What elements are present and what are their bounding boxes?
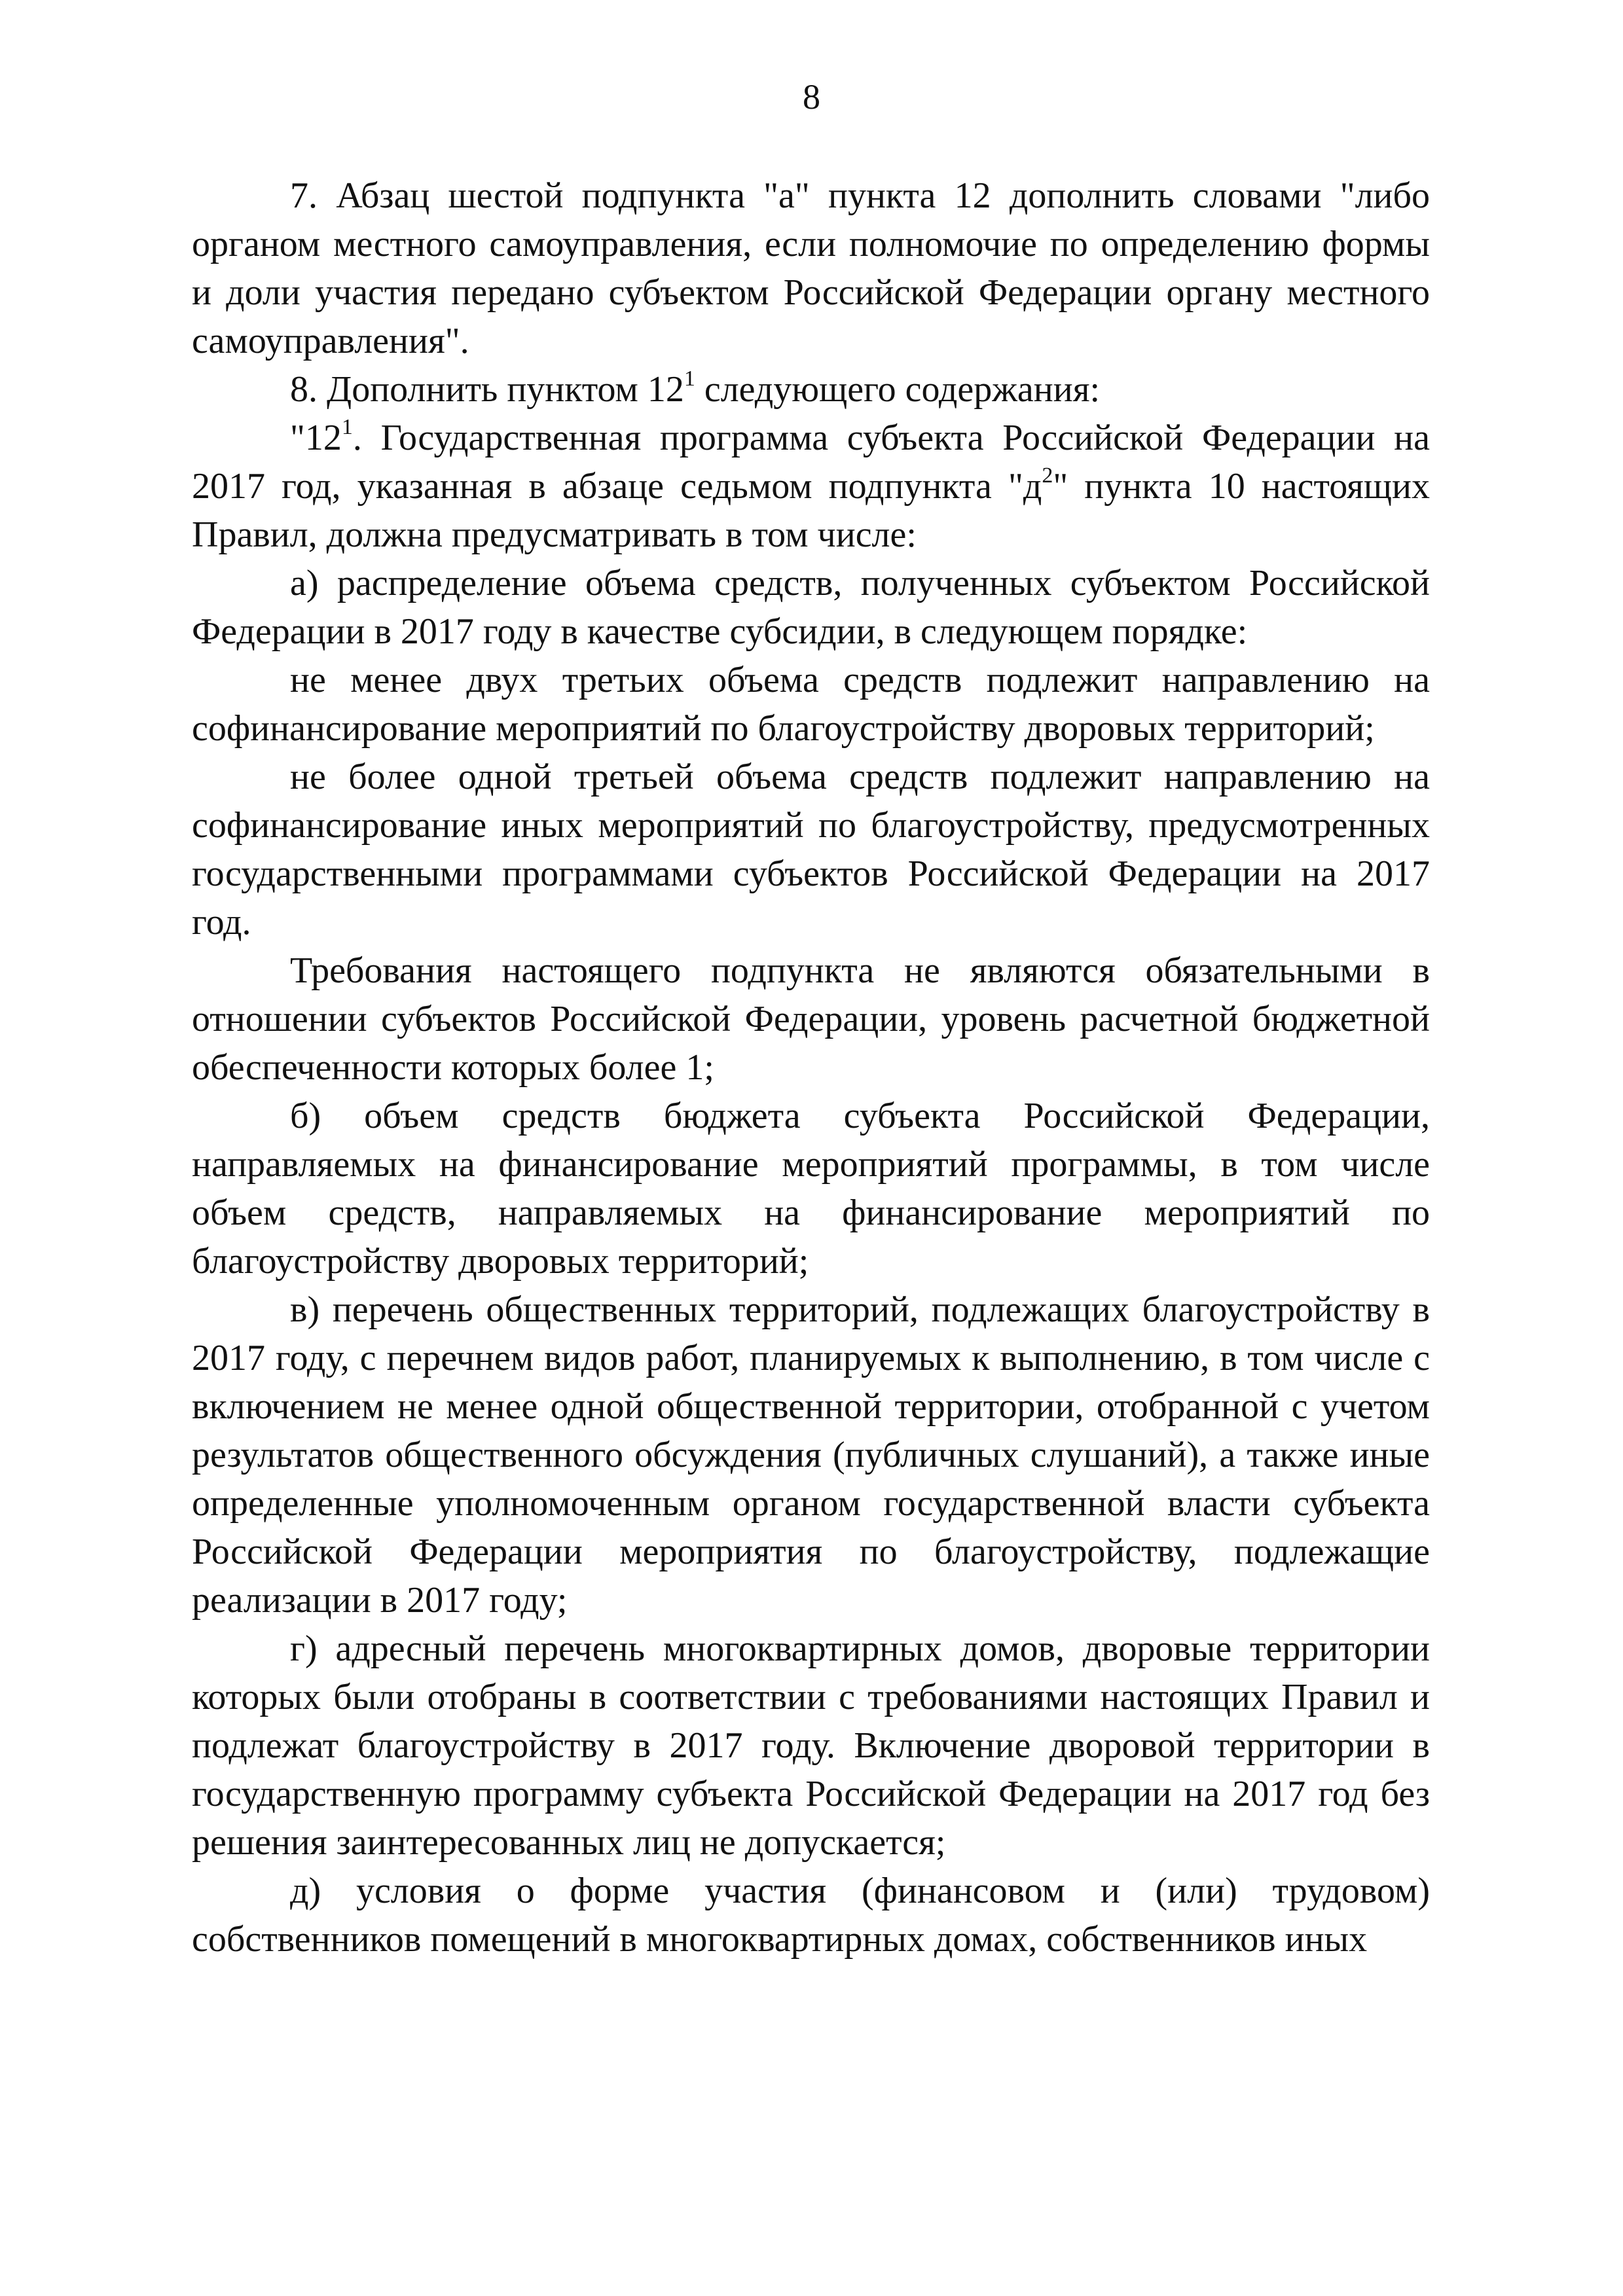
paragraph-text: " пункта 10 настоящих Правил, должна предусматривать в том числе: [192,466,1430,555]
superscript: 2 [1042,463,1053,488]
subpoint-d: д) условия о форме участия (финансовом и (или) трудовом) собственников помещений в многоквартирных домах, собственников иных [192,1871,1430,1960]
subpoint-v: в) перечень общественных территорий, подлежащих благоустройству в 2017 году, с перечнем видов работ, планируемых к выполнению, в том числе с включением не менее одной общественной территории, отобранной с учетом результатов общественного обсуждения (публичных слушаний), а также иные определенные уполномоченным органом государственной власти субъекта Российской Федерации мероприятия по благоустройству, подлежащие реализации в 2017 году; [192,1289,1430,1621]
paragraph-one-third: не более одной третьей объема средств подлежит направлению на софинансирование иных мероприятий по благоустройству, предусмотренных государственными программами субъектов Российской Федерации на 2017 год. [192,757,1430,942]
subpoint-a: а) распределение объема средств, полученных субъектом Российской Федерации в 2017 году в качестве субсидии, в следующем порядке: [192,563,1430,652]
paragraph-item-7: 7. Абзац шестой подпункта "а" пункта 12 дополнить словами "либо органом местного самоуправления, если полномочие по определению формы и доли участия передано субъектом Российской Федерации органу местного самоуправления". [192,175,1430,361]
subpoint-b: б) объем средств бюджета субъекта Российской Федерации, направляемых на финансирование мероприятий программы, в том числе объем средств, направляемых на финансирование мероприятий по благоустройству дворовых территорий; [192,1096,1430,1282]
subpoint-g: г) адресный перечень многоквартирных домов, дворовые территории которых были отобраны в соответствии с требованиями настоящих Правил и подлежат благоустройству в 2017 году. Включение дворовой территории в государственную программу субъекта Российской Федерации на 2017 год без решения заинтересованных лиц не допускается; [192,1628,1430,1863]
superscript: 1 [684,367,695,391]
paragraph-point-12-1 [192,414,1430,559]
paragraph-item-8 [192,365,1430,414]
paragraph-text: 8. Дополнить пунктом 12 [290,369,684,410]
page-number: 8 [803,77,820,117]
paragraph-text: следующего содержания: [695,369,1101,410]
paragraph-text: . Государственная программа субъекта Российской Федерации на 2017 год, указанная в абзаце седьмом подпункта "д [192,418,1430,507]
document-body [192,171,1430,1964]
superscript: 1 [341,415,353,440]
paragraph-text: "12 [290,418,342,458]
paragraph-two-thirds: не менее двух третьих объема средств подлежит направлению на софинансирование мероприятий по благоустройству дворовых территорий; [192,660,1430,749]
paragraph-requirements: Требования настоящего подпункта не являются обязательными в отношении субъектов Российской Федерации, уровень расчетной бюджетной обеспеченности которых более 1; [192,950,1430,1088]
